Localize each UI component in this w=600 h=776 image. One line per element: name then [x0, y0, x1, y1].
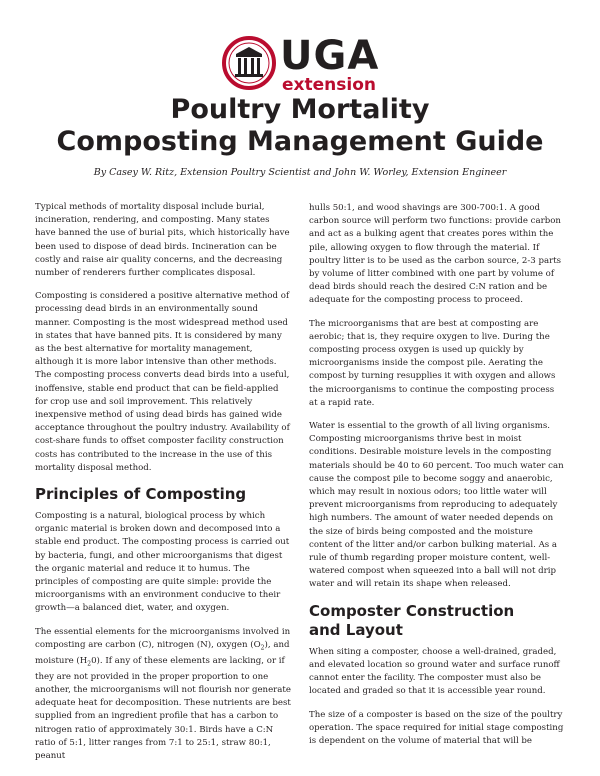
page-title	[0, 94, 600, 158]
text-segment: ), and moisture (H	[35, 639, 290, 666]
water-paragraph: Water is essential to the growth of all living organisms. Composting microorganisms thrive best in moist conditions. Desirable moisture levels in the composting materials should be 40 to 60 percent. Too much water can cause the compost pile to become soggy and anaerobic, which may result in noxious odors; too little water will prevent microorganisms from reproducing to adequately high numbers. The amount of water needed depends on the size of birds being composted and the moisture content of the litter and/or carbon bulking material. As a rule of thumb regarding proper moisture content, well-watered compost when squeezed into a ball will not drip water and will retain its shape when released.	[309, 421, 564, 590]
text-segment: 0). If any of these elements are lacking, or if they are not provided in the proper proportion to one another, the microorganisms will not flourish nor generate adequate heat for decomposition. These nutrients are best supplied from an ingredient profile that has a carbon to nitrogen ratio of approximately 30:1. Birds have a C:N ratio of 5:1, litter ranges from 7:1 to 25:1, straw 80:1, peanut	[35, 655, 291, 761]
logo-extension-text: extension	[282, 75, 376, 95]
title-line-2: Composting Management Guide	[56, 126, 544, 157]
intro-paragraph-2: Composting is considered a positive alternative method of processing dead birds in an environmentally sound manner. Composting is the most widespread method used in states that have banned pits. It is considered by many as the best alternative for mortality management, although it is more labor intensive than other methods. The composting process converts dead birds into a useful, inoffensive, stable end product that can be field-applied for crop use and soil improvement. This relatively inexpensive method of using dead birds has gained wide acceptance throughout the poultry industry. Availability of cost-share funds to offset composter facility construction costs has contributed to the increase in the use of this mortality disposal method.	[35, 291, 290, 473]
principles-paragraph-2	[35, 626, 291, 763]
continued-paragraph: hulls 50:1, and wood shavings are 300-700:1. A good carbon source will perform two functions: provide carbon and act as a bulking agent that creates pores within the pile, allowing oxygen to flow through the material. If poultry litter is to be used as the carbon source, 2-3 parts by volume of litter combined with one part by volume of dead birds should reach the desired C:N ration and be adequate for the composting process to proceed.	[309, 203, 562, 306]
uga-arch-seal-icon	[222, 36, 276, 90]
size-paragraph: The size of a composter is based on the size of the poultry operation. The space required for initial stage composting is dependent on the volume of material that will be	[309, 709, 564, 746]
heading-line-2: and Layout	[309, 620, 403, 639]
heading-line-1: Composter Construction	[309, 601, 515, 620]
siting-paragraph: When siting a composter, choose a well-drained, graded, and elevated location so ground water and surface runoff cannot enter the facility. The composter must also be located and graded so that it is accessible year round.	[309, 646, 560, 697]
heading-composter-construction	[309, 602, 565, 640]
subscript: 2	[87, 660, 92, 668]
intro-paragraph-1: Typical methods of mortality disposal include burial, incineration, rendering, and composting. Many states have banned the use of burial pits, which historically have been used to dispose of dead birds. Incineration can be costly and raise air quality concerns, and the decreasing number of renderers further complicates disposal.	[35, 202, 290, 279]
text-segment: The essential elements for the microorganisms involved in composting are carbon (C), nitrogen (N), oxygen (O	[35, 626, 291, 650]
logo-uga-text: UGA	[280, 33, 380, 79]
left-column	[35, 201, 291, 773]
principles-paragraph-1: Composting is a natural, biological process by which organic material is broken down and decomposed into a stable end product. The composting process is carried out by bacteria, fungi, and other microorganisms that digest the organic material and reduce it to humus. The principles of composting are quite simple: provide the microorganisms with an environment conducive to their growth—a balanced diet, water, and oxygen.	[35, 511, 290, 614]
heading-principles-of-composting: Principles of Composting	[35, 485, 247, 504]
uga-extension-logo	[222, 33, 382, 96]
title-line-1: Poultry Mortality	[170, 94, 430, 125]
subscript: 2	[260, 644, 265, 652]
right-column	[309, 202, 565, 758]
aerobic-paragraph: The microorganisms that are best at composting are aerobic; that is, they require oxygen to live. During the composting process oxygen is used up quickly by microorganisms inside the compost pile. Aerating the compost by turning resupplies it with oxygen and allows the microorganisms to continue the composting process at a rapid rate.	[309, 318, 556, 408]
author-byline: By Casey W. Ritz, Extension Poultry Scientist and John W. Worley, Extension Engineer	[93, 167, 507, 178]
